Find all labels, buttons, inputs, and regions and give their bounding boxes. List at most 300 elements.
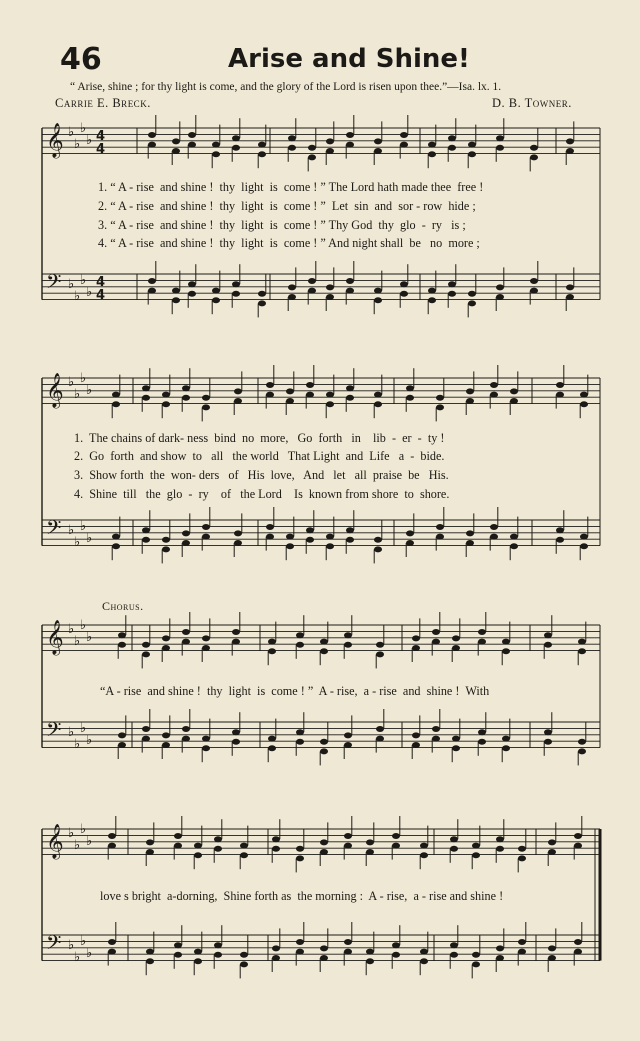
flat-icon: ♭ [68, 523, 75, 538]
note-head [308, 278, 316, 284]
flat-icon: ♭ [80, 934, 87, 949]
lyricist-credit: Carrie E. Breck. [55, 96, 151, 110]
note-head [478, 739, 486, 745]
note-head [556, 537, 564, 543]
note-head [374, 537, 382, 543]
note-head [496, 294, 504, 300]
note-head [392, 833, 400, 839]
verse-3-line-b: 3. Show forth the won- ders of His love, And let all praise be His. [74, 468, 449, 482]
flat-icon: ♭ [80, 721, 87, 736]
note-head [174, 843, 182, 849]
note-head [344, 642, 352, 648]
note-head [320, 955, 328, 961]
note-head [286, 543, 294, 549]
flat-icon: ♭ [68, 125, 75, 140]
flat-icon: ♭ [80, 618, 87, 633]
note-head [148, 288, 156, 294]
note-head [240, 961, 248, 967]
note-head [272, 846, 280, 852]
flat-icon: ♭ [74, 950, 81, 965]
note-head [548, 849, 556, 855]
note-head [478, 629, 486, 635]
note-head [412, 732, 420, 738]
note-head [420, 949, 428, 955]
note-head [188, 142, 196, 148]
note-head [202, 736, 210, 742]
note-head [296, 939, 304, 945]
note-head [326, 543, 334, 549]
note-head [142, 385, 150, 391]
flat-icon: ♭ [80, 519, 87, 534]
note-head [288, 135, 296, 141]
note-head [490, 392, 498, 398]
note-head [142, 527, 150, 533]
note-head [174, 952, 182, 958]
note-head [346, 278, 354, 284]
note-head [420, 852, 428, 858]
note-head [194, 958, 202, 964]
note-head [450, 942, 458, 948]
treble-clef-icon: 𝄞 [46, 123, 64, 158]
note-head [574, 833, 582, 839]
chorus-line-1: “A - rise and shine ! thy light is come ! ” A - rise, a - rise and shine ! With [100, 684, 490, 698]
note-head [490, 534, 498, 540]
note-head [182, 530, 190, 536]
note-head [232, 629, 240, 635]
note-head [376, 642, 384, 648]
note-head [580, 534, 588, 540]
note-head [574, 939, 582, 945]
note-head [174, 833, 182, 839]
note-head [548, 945, 556, 951]
note-head [266, 534, 274, 540]
note-head [258, 300, 266, 306]
note-head [366, 958, 374, 964]
note-head [428, 297, 436, 303]
note-head [478, 729, 486, 735]
note-head [448, 145, 456, 151]
bass-clef-icon: 𝄢 [46, 931, 62, 959]
flat-icon: ♭ [80, 121, 87, 136]
note-head [452, 645, 460, 651]
note-head [308, 154, 316, 160]
note-head [466, 540, 474, 546]
note-head [374, 297, 382, 303]
note-head [232, 739, 240, 745]
note-head [496, 135, 504, 141]
note-head [288, 284, 296, 290]
chorus-label: Chorus. [102, 599, 144, 613]
note-head [320, 849, 328, 855]
note-head [468, 291, 476, 297]
note-head [472, 952, 480, 958]
note-head [202, 524, 210, 530]
note-head [420, 958, 428, 964]
note-head [326, 148, 334, 154]
note-head [496, 836, 504, 842]
note-head [162, 392, 170, 398]
note-head [118, 632, 126, 638]
time-signature-top: 4 [96, 275, 106, 290]
note-head [376, 651, 384, 657]
note-head [296, 846, 304, 852]
note-head [450, 952, 458, 958]
note-head [266, 524, 274, 530]
note-head [172, 138, 180, 144]
note-head [146, 839, 154, 845]
note-head [108, 939, 116, 945]
flat-icon: ♭ [68, 938, 75, 953]
note-head [556, 527, 564, 533]
note-head [202, 534, 210, 540]
note-head [344, 949, 352, 955]
note-head [436, 395, 444, 401]
note-head [296, 739, 304, 745]
note-head [580, 392, 588, 398]
note-head [182, 385, 190, 391]
note-head [346, 537, 354, 543]
flat-icon: ♭ [86, 531, 93, 546]
note-head [162, 401, 170, 407]
treble-clef-icon: 𝄞 [46, 373, 64, 408]
note-head [428, 151, 436, 157]
flat-icon: ♭ [86, 133, 93, 148]
chorus-line-2: love s bright a-dorning, Shine forth as the morning : A - rise, a - rise and shine ! [100, 889, 504, 903]
note-head [374, 288, 382, 294]
note-head [326, 392, 334, 398]
note-head [518, 939, 526, 945]
note-head [432, 629, 440, 635]
note-head [428, 288, 436, 294]
flat-icon: ♭ [68, 622, 75, 637]
note-head [182, 639, 190, 645]
note-head [162, 546, 170, 552]
note-head [214, 952, 222, 958]
note-head [108, 949, 116, 955]
note-head [400, 132, 408, 138]
note-head [468, 300, 476, 306]
verse-2-line-b: 2. Go forth and show to all the world That Light and Life a - bide. [74, 449, 445, 463]
flat-icon: ♭ [74, 535, 81, 550]
note-head [510, 534, 518, 540]
note-head [212, 142, 220, 148]
note-head [162, 742, 170, 748]
note-head [320, 639, 328, 645]
verse-1-line-b: 1. The chains of dark- ness bind no more, Go forth in lib - er - ty ! [74, 431, 445, 445]
note-head [548, 955, 556, 961]
note-head [188, 291, 196, 297]
note-head [308, 288, 316, 294]
note-head [296, 855, 304, 861]
note-head [510, 388, 518, 394]
note-head [510, 543, 518, 549]
flat-icon: ♭ [74, 387, 81, 402]
note-head [112, 392, 120, 398]
note-head [374, 546, 382, 552]
note-head [406, 530, 414, 536]
note-head [202, 404, 210, 410]
composer-credit: D. B. Towner. [492, 96, 572, 110]
note-head [240, 952, 248, 958]
flat-icon: ♭ [80, 273, 87, 288]
flat-icon: ♭ [86, 630, 93, 645]
time-signature-top: 4 [96, 129, 106, 144]
note-head [172, 288, 180, 294]
note-head [194, 852, 202, 858]
note-head [320, 739, 328, 745]
note-head [142, 736, 150, 742]
note-head [202, 395, 210, 401]
note-head [240, 843, 248, 849]
note-head [268, 639, 276, 645]
note-head [556, 382, 564, 388]
flat-icon: ♭ [86, 834, 93, 849]
note-head [232, 291, 240, 297]
note-head [544, 739, 552, 745]
bass-clef-icon: 𝄢 [46, 718, 62, 746]
note-head [490, 524, 498, 530]
note-head [428, 142, 436, 148]
note-head [578, 748, 586, 754]
note-head [376, 736, 384, 742]
note-head [212, 288, 220, 294]
note-head [466, 398, 474, 404]
note-head [344, 843, 352, 849]
flat-icon: ♭ [68, 725, 75, 740]
note-head [112, 534, 120, 540]
note-head [108, 833, 116, 839]
note-head [112, 543, 120, 549]
note-head [556, 392, 564, 398]
note-head [234, 388, 242, 394]
note-head [400, 142, 408, 148]
note-head [468, 142, 476, 148]
note-head [478, 639, 486, 645]
note-head [452, 635, 460, 641]
note-head [412, 742, 420, 748]
note-head [400, 291, 408, 297]
flat-icon: ♭ [86, 733, 93, 748]
note-head [232, 135, 240, 141]
note-head [272, 836, 280, 842]
note-head [518, 949, 526, 955]
note-head [406, 395, 414, 401]
note-head [452, 736, 460, 742]
verse-1-line-a: 1. “ A - rise and shine ! thy light is come ! ” The Lord hath made thee free ! [98, 180, 484, 194]
note-head [346, 288, 354, 294]
note-head [502, 736, 510, 742]
note-head [308, 145, 316, 151]
note-head [530, 154, 538, 160]
note-head [320, 748, 328, 754]
bass-clef-icon: 𝄢 [46, 516, 62, 544]
note-head [118, 642, 126, 648]
note-head [468, 151, 476, 157]
note-head [466, 530, 474, 536]
note-head [432, 726, 440, 732]
note-head [432, 639, 440, 645]
flat-icon: ♭ [74, 634, 81, 649]
note-head [232, 281, 240, 287]
note-head [346, 395, 354, 401]
note-head [366, 849, 374, 855]
note-head [326, 534, 334, 540]
note-head [296, 949, 304, 955]
note-head [436, 404, 444, 410]
note-head [346, 132, 354, 138]
note-head [472, 961, 480, 967]
note-head [182, 540, 190, 546]
note-head [272, 955, 280, 961]
note-head [146, 958, 154, 964]
flat-icon: ♭ [74, 289, 81, 304]
note-head [148, 278, 156, 284]
note-head [472, 852, 480, 858]
note-head [146, 949, 154, 955]
flat-icon: ♭ [74, 137, 81, 152]
note-head [502, 639, 510, 645]
note-head [162, 732, 170, 738]
note-head [118, 742, 126, 748]
note-head [174, 942, 182, 948]
note-head [148, 142, 156, 148]
hymn-title: Arise and Shine! [228, 44, 470, 74]
note-head [374, 392, 382, 398]
note-head [182, 629, 190, 635]
note-head [232, 145, 240, 151]
hymn-number: 46 [60, 42, 102, 77]
note-head [344, 632, 352, 638]
bass-clef-icon: 𝄢 [46, 270, 62, 298]
flat-icon: ♭ [68, 375, 75, 390]
note-head [326, 138, 334, 144]
note-head [188, 132, 196, 138]
note-head [182, 395, 190, 401]
note-head [544, 642, 552, 648]
note-head [496, 945, 504, 951]
note-head [162, 645, 170, 651]
flat-icon: ♭ [80, 371, 87, 386]
note-head [234, 398, 242, 404]
note-head [108, 843, 116, 849]
note-head [502, 745, 510, 751]
note-head [202, 635, 210, 641]
note-head [578, 739, 586, 745]
note-head [234, 530, 242, 536]
flat-icon: ♭ [86, 946, 93, 961]
note-head [496, 284, 504, 290]
note-head [214, 846, 222, 852]
note-head [172, 297, 180, 303]
note-head [432, 736, 440, 742]
note-head [400, 281, 408, 287]
note-head [202, 745, 210, 751]
note-head [232, 639, 240, 645]
note-head [566, 294, 574, 300]
note-head [296, 632, 304, 638]
flat-icon: ♭ [86, 383, 93, 398]
note-head [502, 648, 510, 654]
note-head [578, 639, 586, 645]
note-head [344, 833, 352, 839]
note-head [296, 729, 304, 735]
time-signature-bottom: 4 [96, 288, 106, 303]
note-head [548, 839, 556, 845]
flat-icon: ♭ [68, 826, 75, 841]
note-head [448, 281, 456, 287]
note-head [510, 398, 518, 404]
note-head [344, 742, 352, 748]
note-head [346, 527, 354, 533]
flat-icon: ♭ [80, 822, 87, 837]
note-head [212, 297, 220, 303]
note-head [450, 836, 458, 842]
note-head [518, 855, 526, 861]
note-head [448, 135, 456, 141]
note-head [518, 846, 526, 852]
note-head [320, 648, 328, 654]
note-head [320, 945, 328, 951]
time-signature-bottom: 4 [96, 142, 106, 157]
note-head [530, 278, 538, 284]
flat-icon: ♭ [68, 277, 75, 292]
note-head [326, 284, 334, 290]
note-head [112, 401, 120, 407]
note-head [142, 395, 150, 401]
note-head [574, 843, 582, 849]
note-head [496, 846, 504, 852]
note-head [306, 537, 314, 543]
note-head [182, 736, 190, 742]
note-head [162, 537, 170, 543]
note-head [212, 151, 220, 157]
note-head [496, 955, 504, 961]
treble-clef-icon: 𝄞 [46, 824, 64, 859]
note-head [268, 736, 276, 742]
note-head [530, 145, 538, 151]
note-head [118, 732, 126, 738]
note-head [266, 382, 274, 388]
verse-2-line-a: 2. “ A - rise and shine ! thy light is come ! ” Let sin and sor - row hide ; [98, 199, 476, 213]
note-head [286, 398, 294, 404]
note-head [496, 145, 504, 151]
note-head [566, 138, 574, 144]
note-head [376, 726, 384, 732]
note-head [258, 142, 266, 148]
note-head [188, 281, 196, 287]
note-head [258, 151, 266, 157]
note-head [232, 729, 240, 735]
note-head [142, 651, 150, 657]
note-head [306, 527, 314, 533]
verse-4-line-b: 4. Shine till the glo - ry of the Lord Is known from shore to shore. [74, 487, 450, 501]
note-head [392, 952, 400, 958]
note-head [346, 142, 354, 148]
note-head [288, 145, 296, 151]
note-head [266, 392, 274, 398]
note-head [306, 382, 314, 388]
note-head [288, 294, 296, 300]
note-head [490, 382, 498, 388]
note-head [182, 726, 190, 732]
note-head [436, 534, 444, 540]
note-head [574, 949, 582, 955]
note-head [142, 726, 150, 732]
note-head [268, 745, 276, 751]
note-head [272, 945, 280, 951]
note-head [296, 642, 304, 648]
note-head [544, 632, 552, 638]
